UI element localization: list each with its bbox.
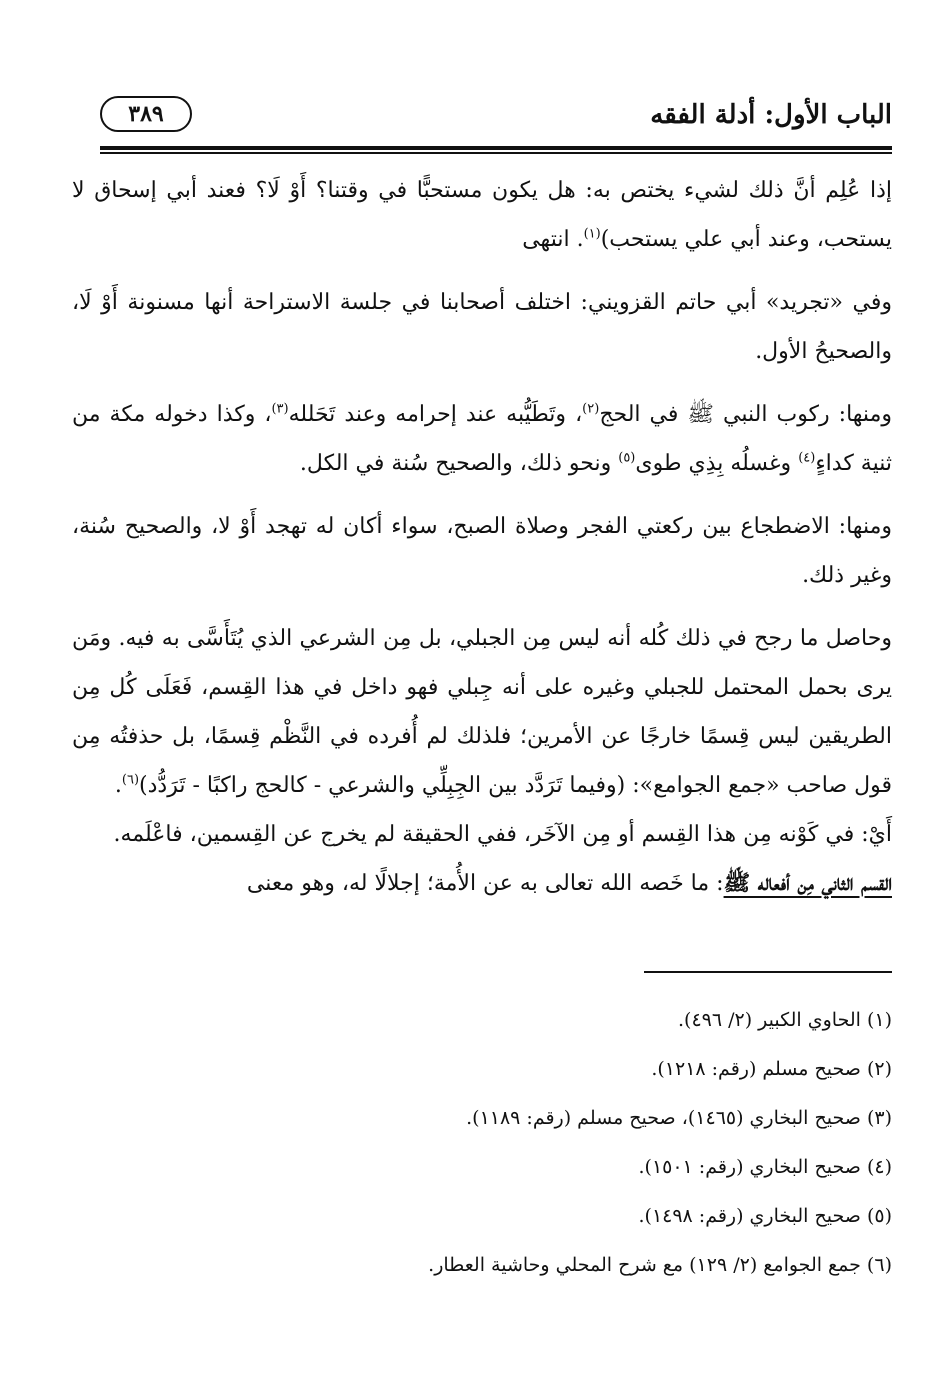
header-rule-thin [100, 152, 892, 154]
paragraph-2: وفي «تجريد» أبي حاتم القزويني: اختلف أصحابنا في جلسة الاستراحة أنها مسنونة أَوْ لَا، والصحيحُ الأول. [72, 290, 892, 364]
footnote-ref-4: (٤) [798, 450, 816, 466]
paragraph-4: ومنها: الاضطجاع بين ركعتي الفجر وصلاة الصبح، سواء أكان له تهجد أَوْ لا، والصحيح سُنة، وغير ذلك. [72, 514, 892, 588]
footnote-ref-2: (٢) [582, 401, 600, 417]
running-header [100, 94, 892, 140]
footnote-ref-5: (٥) [618, 450, 636, 466]
paragraph-1: إذا عُلِم أنَّ ذلك لشيء يختص به: هل يكون مستحبًّا في وقتنا؟ أَوْ لَا؟ فعند أبي إسحاق لا يستحب، وعند أبي علي يستحب)$^{(١)}$. انتهى [72, 178, 892, 252]
paragraph-3: ومنها: ركوب النبي ﷺ في الحج$^{(٢)}$، وتَطَيُّبه عند إحرامه وعند تَحَلله$^{(٣)}$، وكذا دخوله مكة من ثنية كداءٍ$^{(٤)}$ وغسلُه بِذِي طوى$^{(٥)}$ ونحو ذلك، والصحيح سُنة في الكل. [72, 401, 892, 476]
paragraph-7: القسم الثاني مِن أفعاله ﷺ: ما خَصه الله تعالى به عن الأُمة؛ إجلالًا له، وهو معنى [246, 870, 892, 896]
header-rule-thick [100, 146, 892, 150]
section-heading: القسم الثاني مِن أفعاله ﷺ [723, 870, 892, 896]
paragraph-5: وحاصل ما رجح في ذلك كُله أنه ليس مِن الجبلي، بل مِن الشرعي الذي يُتَأَسَّى به فيه. ومَن يرى بحمل المحتمل للجبلي وغيره على أنه جِبلي فهو داخل في هذا القِسم، فَعَلَى كُل مِن الطريقين ليس قِسمًا خارجًا عن الأمرين؛ فلذلك لم أُفرده في النَّظْم قِسمًا، بل حذفتُه مِن قول صاحب «جمع الجوامع»: (وفيما تَرَدَّد بين الجِبِلِّي والشرعي - كالحج راكبًا - تَرَدُّد)$^{(٦)}$. [72, 626, 892, 798]
chapter-title: الباب الأول: أدلة الفقه [650, 100, 892, 130]
footnote-ref-3: (٣) [271, 401, 289, 417]
paragraph-6: أَيْ: في كَوْنه مِن هذا القِسم أو مِن الآخَر، ففي الحقيقة لم يخرج عن القِسمين، فاعْلَمه. [113, 822, 892, 847]
page-number-badge: ٣٨٩ [100, 96, 192, 132]
footnote-5: (٥) صحيح البخاري (رقم: ١٤٩٨). [638, 1205, 892, 1227]
footnote-ref-1: (١) [583, 226, 601, 242]
footnote-3: (٣) صحيح البخاري (١٤٦٥)، صحيح مسلم (رقم: ١١٨٩). [466, 1107, 892, 1129]
footnote-1: (١) الحاوي الكبير (٢/ ٤٩٦). [677, 1009, 892, 1031]
footnote-separator [644, 971, 892, 973]
footnotes [100, 996, 892, 1290]
footnote-6: (٦) جمع الجوامع (٢/ ١٢٩) مع شرح المحلي وحاشية العطار. [428, 1254, 892, 1276]
footnote-ref-6: (٦) [121, 772, 140, 788]
main-text [72, 166, 892, 908]
footnote-4: (٤) صحيح البخاري (رقم: ١٥٠١). [638, 1156, 892, 1178]
footnote-2: (٢) صحيح مسلم (رقم: ١٢١٨). [651, 1058, 892, 1080]
